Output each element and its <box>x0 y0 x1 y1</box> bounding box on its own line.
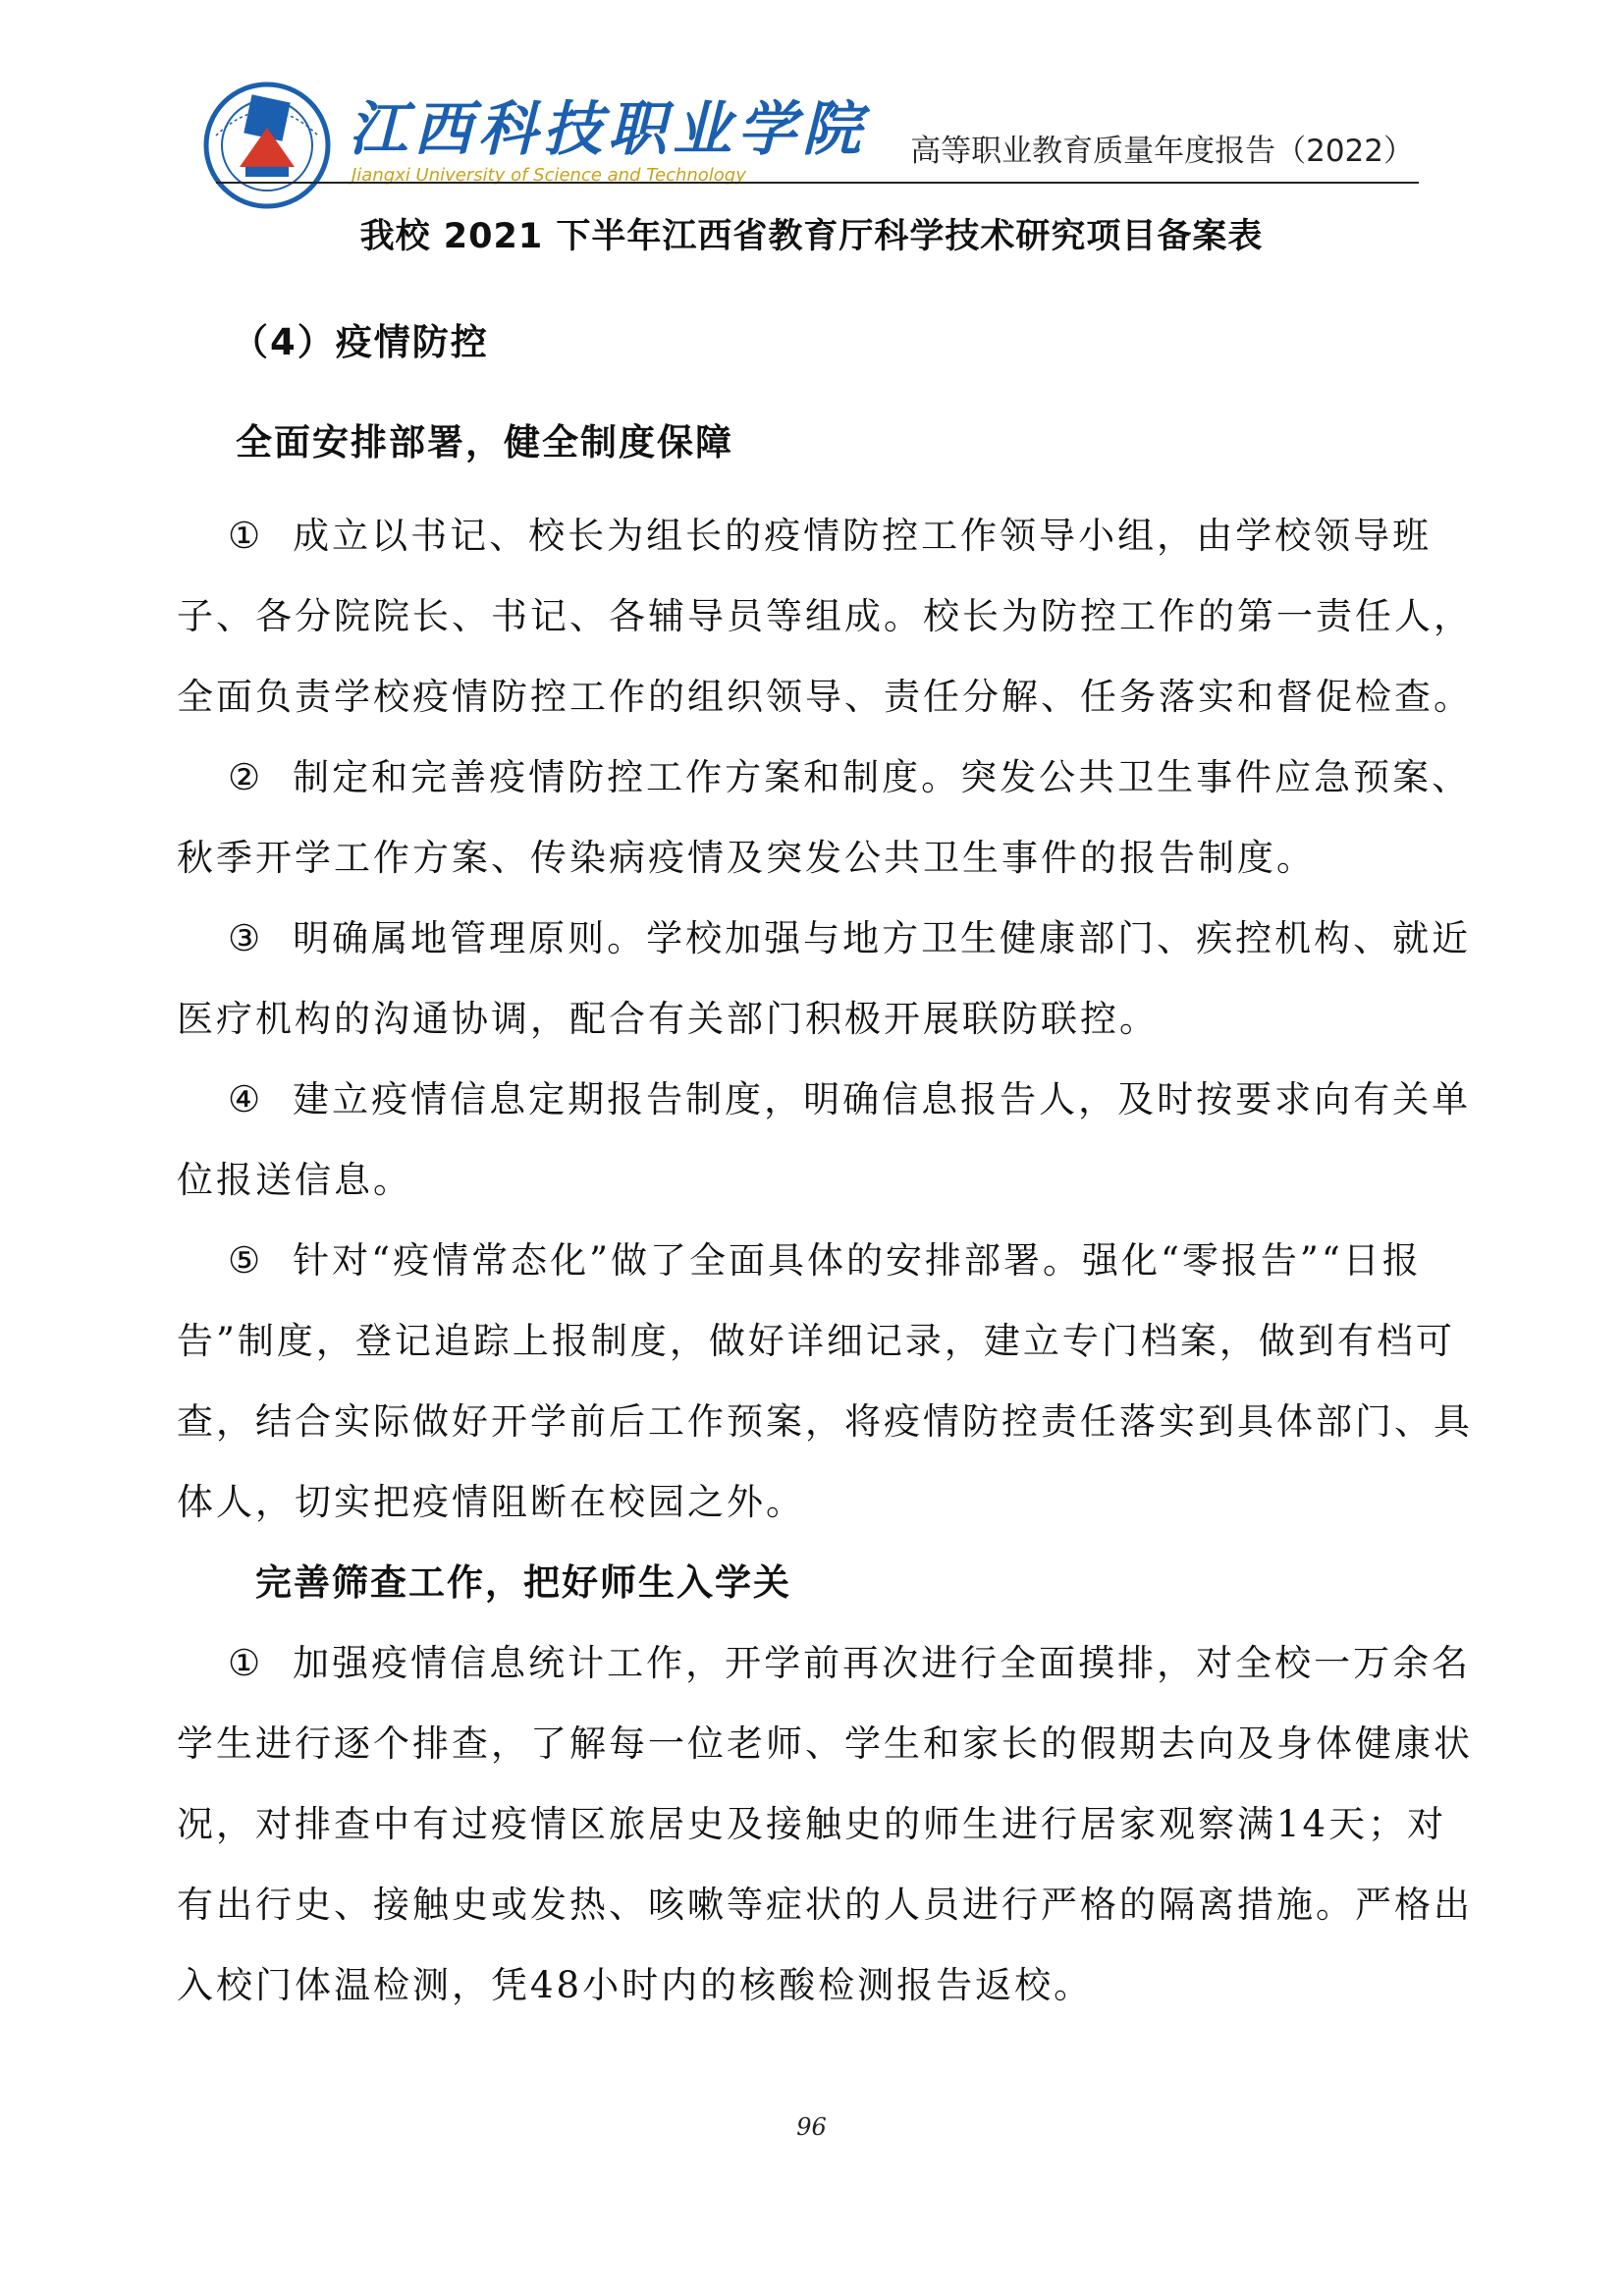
header-divider <box>216 182 1419 184</box>
section-heading: （4）疫情防控 <box>232 321 489 363</box>
paragraph-item <box>177 899 1473 1060</box>
item-number: ② <box>228 756 264 798</box>
university-seal-icon <box>196 77 344 214</box>
paragraph-item <box>177 496 1473 738</box>
item-text: 成立以书记、校长为组长的疫情防控工作领导小组，由学校领导班子、各分院院长、书记、各辅导员等组成。校长为防控工作的第一责任人，全面负责学校疫情防控工作的组织领导、责任分解、任务落实和督促检查。 <box>177 515 1473 718</box>
document-title: 我校 2021 下半年江西省教育厅科学技术研究项目备案表 <box>359 217 1264 256</box>
item-text: 制定和完善疫情防控工作方案和制度。突发公共卫生事件应急预案、秋季开学工作方案、传染病疫情及突发公共卫生事件的报告制度。 <box>177 756 1472 879</box>
item-number: ④ <box>228 1078 264 1121</box>
item-number: ⑤ <box>228 1239 264 1282</box>
report-title: 高等职业教育质量年度报告（2022） <box>910 134 1414 169</box>
item-number: ① <box>228 515 264 557</box>
subsection-heading-1: 全面安排部署，健全制度保障 <box>236 421 733 464</box>
item-text: 建立疫情信息定期报告制度，明确信息报告人，及时按要求向有关单位报送信息。 <box>177 1078 1472 1201</box>
subsection-heading-2: 完善筛查工作，把好师生入学关 <box>255 1561 791 1604</box>
item-number: ① <box>228 1642 264 1684</box>
page-header <box>196 71 1424 186</box>
subsection-1-body <box>177 496 1473 2026</box>
university-logo-text: 江西科技职业学院 <box>349 95 867 164</box>
item-number: ③ <box>228 917 264 959</box>
paragraph-item <box>177 1060 1473 1221</box>
university-logo-english: Jiangxi University of Science and Technology <box>352 165 746 186</box>
item-text: 针对“疫情常态化”做了全面具体的安排部署。强化“零报告”“日报告”制度，登记追踪上报制度，做好详细记录，建立专门档案，做到有档可查，结合实际做好开学前后工作预案，将疫情防控责任落实到具体部门、具体人，切实把疫情阻断在校园之外。 <box>177 1239 1473 1523</box>
item-text: 加强疫情信息统计工作，开学前再次进行全面摸排，对全校一万余名学生进行逐个排查，了解每一位老师、学生和家长的假期去向及身体健康状况，对排查中有过疫情区旅居史及接触史的师生进行居家观察满14天；对有出行史、接触史或发热、咳嗽等症状的人员进行严格的隔离措施。严格出入校门体温检测，凭48小时内的核酸检测报告返校。 <box>177 1642 1473 2006</box>
item-text: 明确属地管理原则。学校加强与地方卫生健康部门、疾控机构、就近医疗机构的沟通协调，配合有关部门积极开展联防联控。 <box>177 917 1472 1040</box>
paragraph-item <box>177 1221 1473 1543</box>
paragraph-item <box>177 738 1473 899</box>
page-number: 96 <box>796 2113 827 2141</box>
paragraph-item <box>177 1623 1473 2026</box>
